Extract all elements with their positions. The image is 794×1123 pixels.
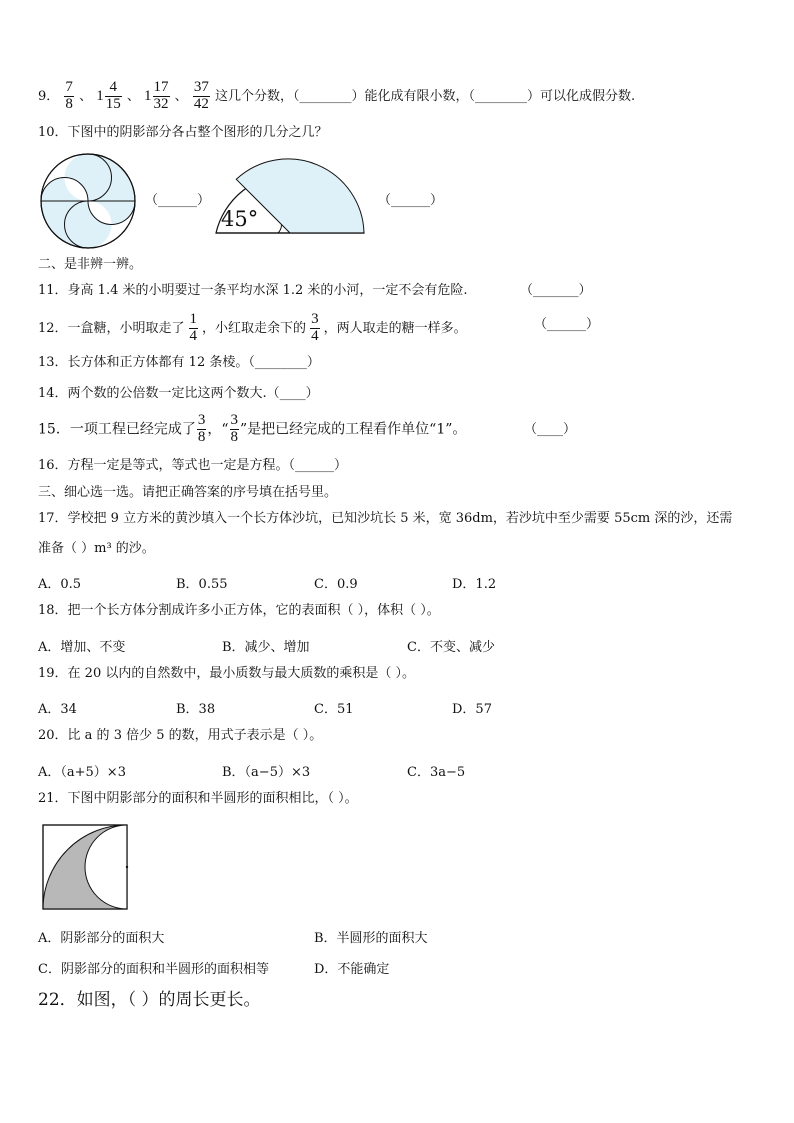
fraction-3-8: $\frac{3}{8}$: [197, 412, 206, 445]
question-21: 21．下图中阴影部分的面积和半圆形的面积相比，（ ）。: [38, 791, 358, 806]
answer-blank-15[interactable]: （____）: [524, 422, 577, 437]
section-heading-3: 三、细心选一选。请把正确答案的序号填在括号里。: [38, 485, 338, 500]
option-c[interactable]: C．不变、减少: [407, 640, 495, 655]
question-17-line-1: 17．学校把 9 立方米的黄沙填入一个长方体沙坑，已知沙坑长 5 米，宽 36dm，若沙坑中至少需要 55cm 深的沙，还需: [38, 511, 733, 526]
option-d[interactable]: D．不能确定: [314, 962, 390, 977]
fraction-3-4: $\frac{3}{4}$: [311, 311, 319, 344]
option-d[interactable]: D．57: [452, 702, 492, 717]
angle-label: 45°: [221, 207, 259, 231]
question-17-line-2: 准备（ ）m³ 的沙。: [38, 541, 155, 556]
question-16: 16．方程一定是等式，等式也一定是方程。（______）: [38, 458, 348, 473]
fraction-7-8: $\frac{7}{8}$: [65, 79, 73, 112]
option-b[interactable]: B．0.55: [176, 577, 228, 592]
question-19: 19．在 20 以内的自然数中，最小质数与最大质数的乘积是（ ）。: [38, 666, 415, 681]
question-10: 10．下图中的阴影部分各占整个图形的几分之几？: [38, 125, 328, 140]
question-12: 12．一盒糖，小明取走了 $\frac{1}{4}$ ，小红取走余下的 $\frac{3}{4}$ ，两人取走的糖一样多。: [38, 311, 467, 344]
fraction-37-42: $\frac{37}{42}$: [193, 79, 209, 112]
option-b[interactable]: B．38: [176, 702, 216, 717]
question-text: 这几个分数，（________）能化成有限小数，（________）可以化成假分数.: [214, 88, 636, 104]
option-c[interactable]: C．3a−5: [407, 765, 466, 780]
fraction-3-8-quoted: $\frac{3}{8}$: [230, 412, 238, 445]
option-c[interactable]: C．阴影部分的面积和半圆形的面积相等: [38, 962, 269, 977]
fraction-17-32: $\frac{17}{32}$: [153, 79, 169, 112]
question-22: 22．如图，（ ）的周长更长。: [38, 990, 261, 1010]
option-c[interactable]: C．0.9: [314, 577, 358, 592]
square-semicircle-figure: [42, 824, 132, 910]
question-number: 9．: [38, 88, 60, 104]
section-heading-2: 二、是非辨一辨。: [38, 257, 143, 272]
option-b[interactable]: B．（a−5）×3: [222, 765, 311, 780]
option-a[interactable]: A．（a+5）×3: [38, 765, 126, 780]
question-9: 9． $\frac{7}{8}$ 、 1 $\frac{4}{15}$ 、 1 $\frac{17}{32}$ 、 $\frac{37}{42}$ 这几个分数，（________）能化成有限小数，（________）可以化成假分数.: [38, 79, 636, 112]
question-18: 18．把一个长方体分割成许多小正方体，它的表面积（ ），体积（ ）。: [38, 603, 440, 618]
answer-blank-11[interactable]: （_______）: [520, 283, 592, 298]
option-a[interactable]: A．增加、不变: [38, 640, 126, 655]
option-c[interactable]: C．51: [314, 702, 354, 717]
circle-figure: [38, 151, 138, 251]
question-20: 20．比 a 的 3 倍少 5 的数，用式子表示是（ ）。: [38, 728, 323, 743]
option-b[interactable]: B．减少、增加: [222, 640, 310, 655]
answer-blank-1[interactable]: （______）: [145, 193, 211, 208]
answer-blank-2[interactable]: （______）: [378, 193, 444, 208]
question-11: 11．身高 1.4 米的小明要过一条平均水深 1.2 米的小河，一定不会有危险.: [38, 283, 468, 298]
question-14: 14．两个数的公倍数一定比这两个数大.（____）: [38, 386, 319, 401]
question-15: 15．一项工程已经完成了 $\frac{3}{8}$ ，“ $\frac{3}{8}$ ”是把已经完成的工程看作单位“1”。: [38, 412, 467, 445]
fraction-1-4: $\frac{1}{4}$: [189, 311, 198, 344]
answer-blank-12[interactable]: （______）: [534, 317, 600, 332]
option-d[interactable]: D．1.2: [452, 577, 497, 592]
option-a[interactable]: A．34: [38, 702, 77, 717]
option-a[interactable]: A．0.5: [38, 577, 82, 592]
question-13: 13．长方体和正方体都有 12 条棱。（________）: [38, 355, 320, 370]
option-a[interactable]: A．阴影部分的面积大: [38, 931, 165, 946]
option-b[interactable]: B．半圆形的面积大: [314, 931, 428, 946]
fraction-4-15: $\frac{4}{15}$: [105, 79, 121, 112]
